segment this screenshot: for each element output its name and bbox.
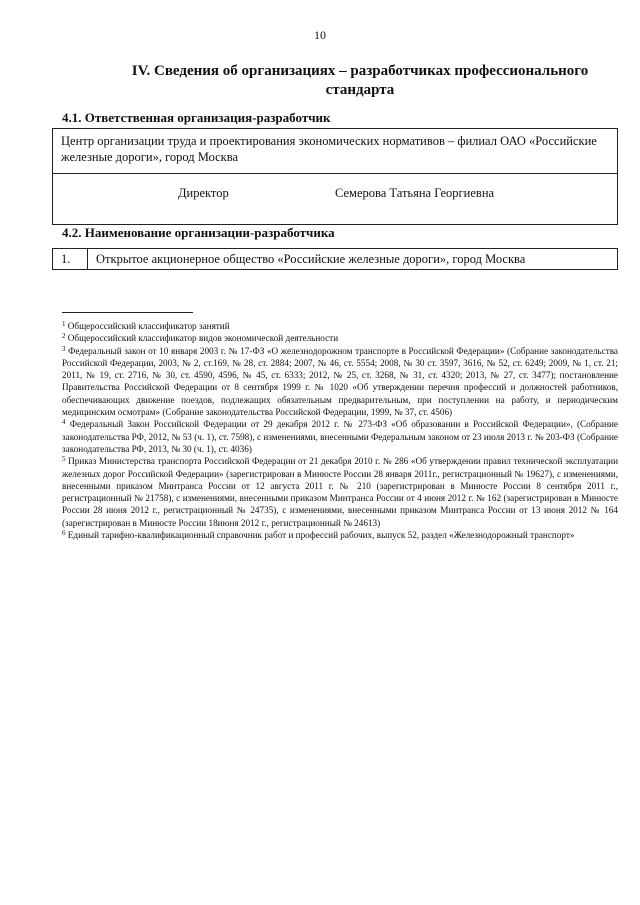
footnote-mark: 6: [62, 529, 66, 538]
footnote-separator: [62, 312, 193, 313]
page-number: 10: [314, 28, 326, 42]
signatory-role: Директор: [178, 186, 229, 200]
footnote: [62, 345, 618, 419]
signature-cell: [53, 174, 618, 225]
footnote-text: Приказ Министерства транспорта Российской Федерации от 21 декабря 2010 г. № 286 «Об утверждении правил технической эксплуатации железных дорог Российской Федерации» (зарегистрирован в Минюсте России 28 января 2011г., регистрационный № 19627), с изменениями, внесенными приказом Минтранса России от 12 августа 2011 г. № 210 (зарегистрирован в Минюсте России 8 сентября 2011 г., регистрационный № 21758), с изменениями, внесенными приказом Минтранса России от 4 июня 2012 г. № 162 (зарегистрирован в Минюсте России 28 июня 2012 г., регистрационный № 24735), с изменениями, внесенными приказом Минтранса России от 13 июня 2012 № 164 (зарегистрирован в Минюсте России 18июня 2012 г., регистрационный № 24613): [62, 456, 618, 528]
footnote-text: Единый тарифно-квалификационный справочник работ и профессий рабочих, выпуск 52, раздел «Железнодорожный транспорт»: [67, 530, 575, 541]
table-row: [53, 249, 618, 270]
footnote: [62, 320, 618, 332]
footnote-text: Федеральный закон от 10 января 2003 г. № 17-ФЗ «О железнодорожном транспорте в Российской Федерации» (Собрание законодательства Российской Федерации, 2003, № 2, ст.169, № 28, ст. 2884; 2007, № 46, ст. 5554; 2008, № 30 ст. 3597, 3616, № 52, ст. 6249; 2009, № 1, ст. 21; 2011, № 19, ст. 2716, № 30, ст. 4590, 4596, № 45, ст. 6333; 2012, № 25, ст. 3268, № 31, ст. 4320; 2013, № 27, ст. 3477); постановление Правительства Российской Федерации от 8 сентября 1999 г. № 1020 «Об утверждении перечня профессий и должностей работников, обеспечивающих движение поездов, подлежащих обязательным предварительным, при поступлении на работу, и периодическим медицинским осмотрам» (Собрание законодательства Российской Федерации, 1999, № 37, ст. 4506): [62, 345, 618, 418]
footnote: [62, 529, 618, 541]
responsible-org-name: Центр организации труда и проектирования экономических нормативов – филиал ОАО «Российские железные дороги», город Москва: [53, 129, 618, 174]
footnote-text: Общероссийский классификатор видов экономической деятельности: [67, 333, 339, 344]
responsible-org-heading: 4.1. Ответственная организация-разработчик: [62, 110, 331, 125]
footnote: [62, 455, 618, 529]
responsible-org-table: [52, 128, 618, 225]
footnote-mark: 5: [62, 455, 66, 464]
footnote-text: Федеральный Закон Российской Федерации от 29 декабря 2012 г. № 273-ФЗ «Об образовании в Российской Федерации», (Собрание законодательства РФ, 2012, № 53 (ч. 1), ст. 7598), с изменениями, внесенными Федеральным законом от 23 июля 2013 г. № 203-ФЗ (Собрание законодательства РФ, 2013, № 30 (ч. 1), ст. 4036): [62, 419, 619, 454]
footnote-text: Общероссийский классификатор занятий: [67, 321, 230, 331]
footnote-mark: 3: [62, 344, 66, 353]
footnote: [62, 418, 618, 455]
footnote: [62, 332, 618, 344]
section-title: IV. Сведения об организациях – разработчиках профессионального стандарта: [131, 63, 589, 98]
row-number: 1.: [53, 249, 88, 270]
developer-orgs-heading: 4.2. Наименование организации-разработчика: [62, 225, 335, 240]
developer-org-name: Открытое акционерное общество «Российские железные дороги», город Москва: [88, 249, 618, 270]
footnote-mark: 2: [62, 332, 66, 341]
signatory-name: Семерова Татьяна Георгиевна: [335, 186, 495, 200]
footnote-mark: 4: [62, 418, 66, 427]
developer-orgs-table: [52, 248, 618, 270]
footnotes: [62, 320, 618, 541]
footnote-mark: 1: [62, 320, 66, 328]
